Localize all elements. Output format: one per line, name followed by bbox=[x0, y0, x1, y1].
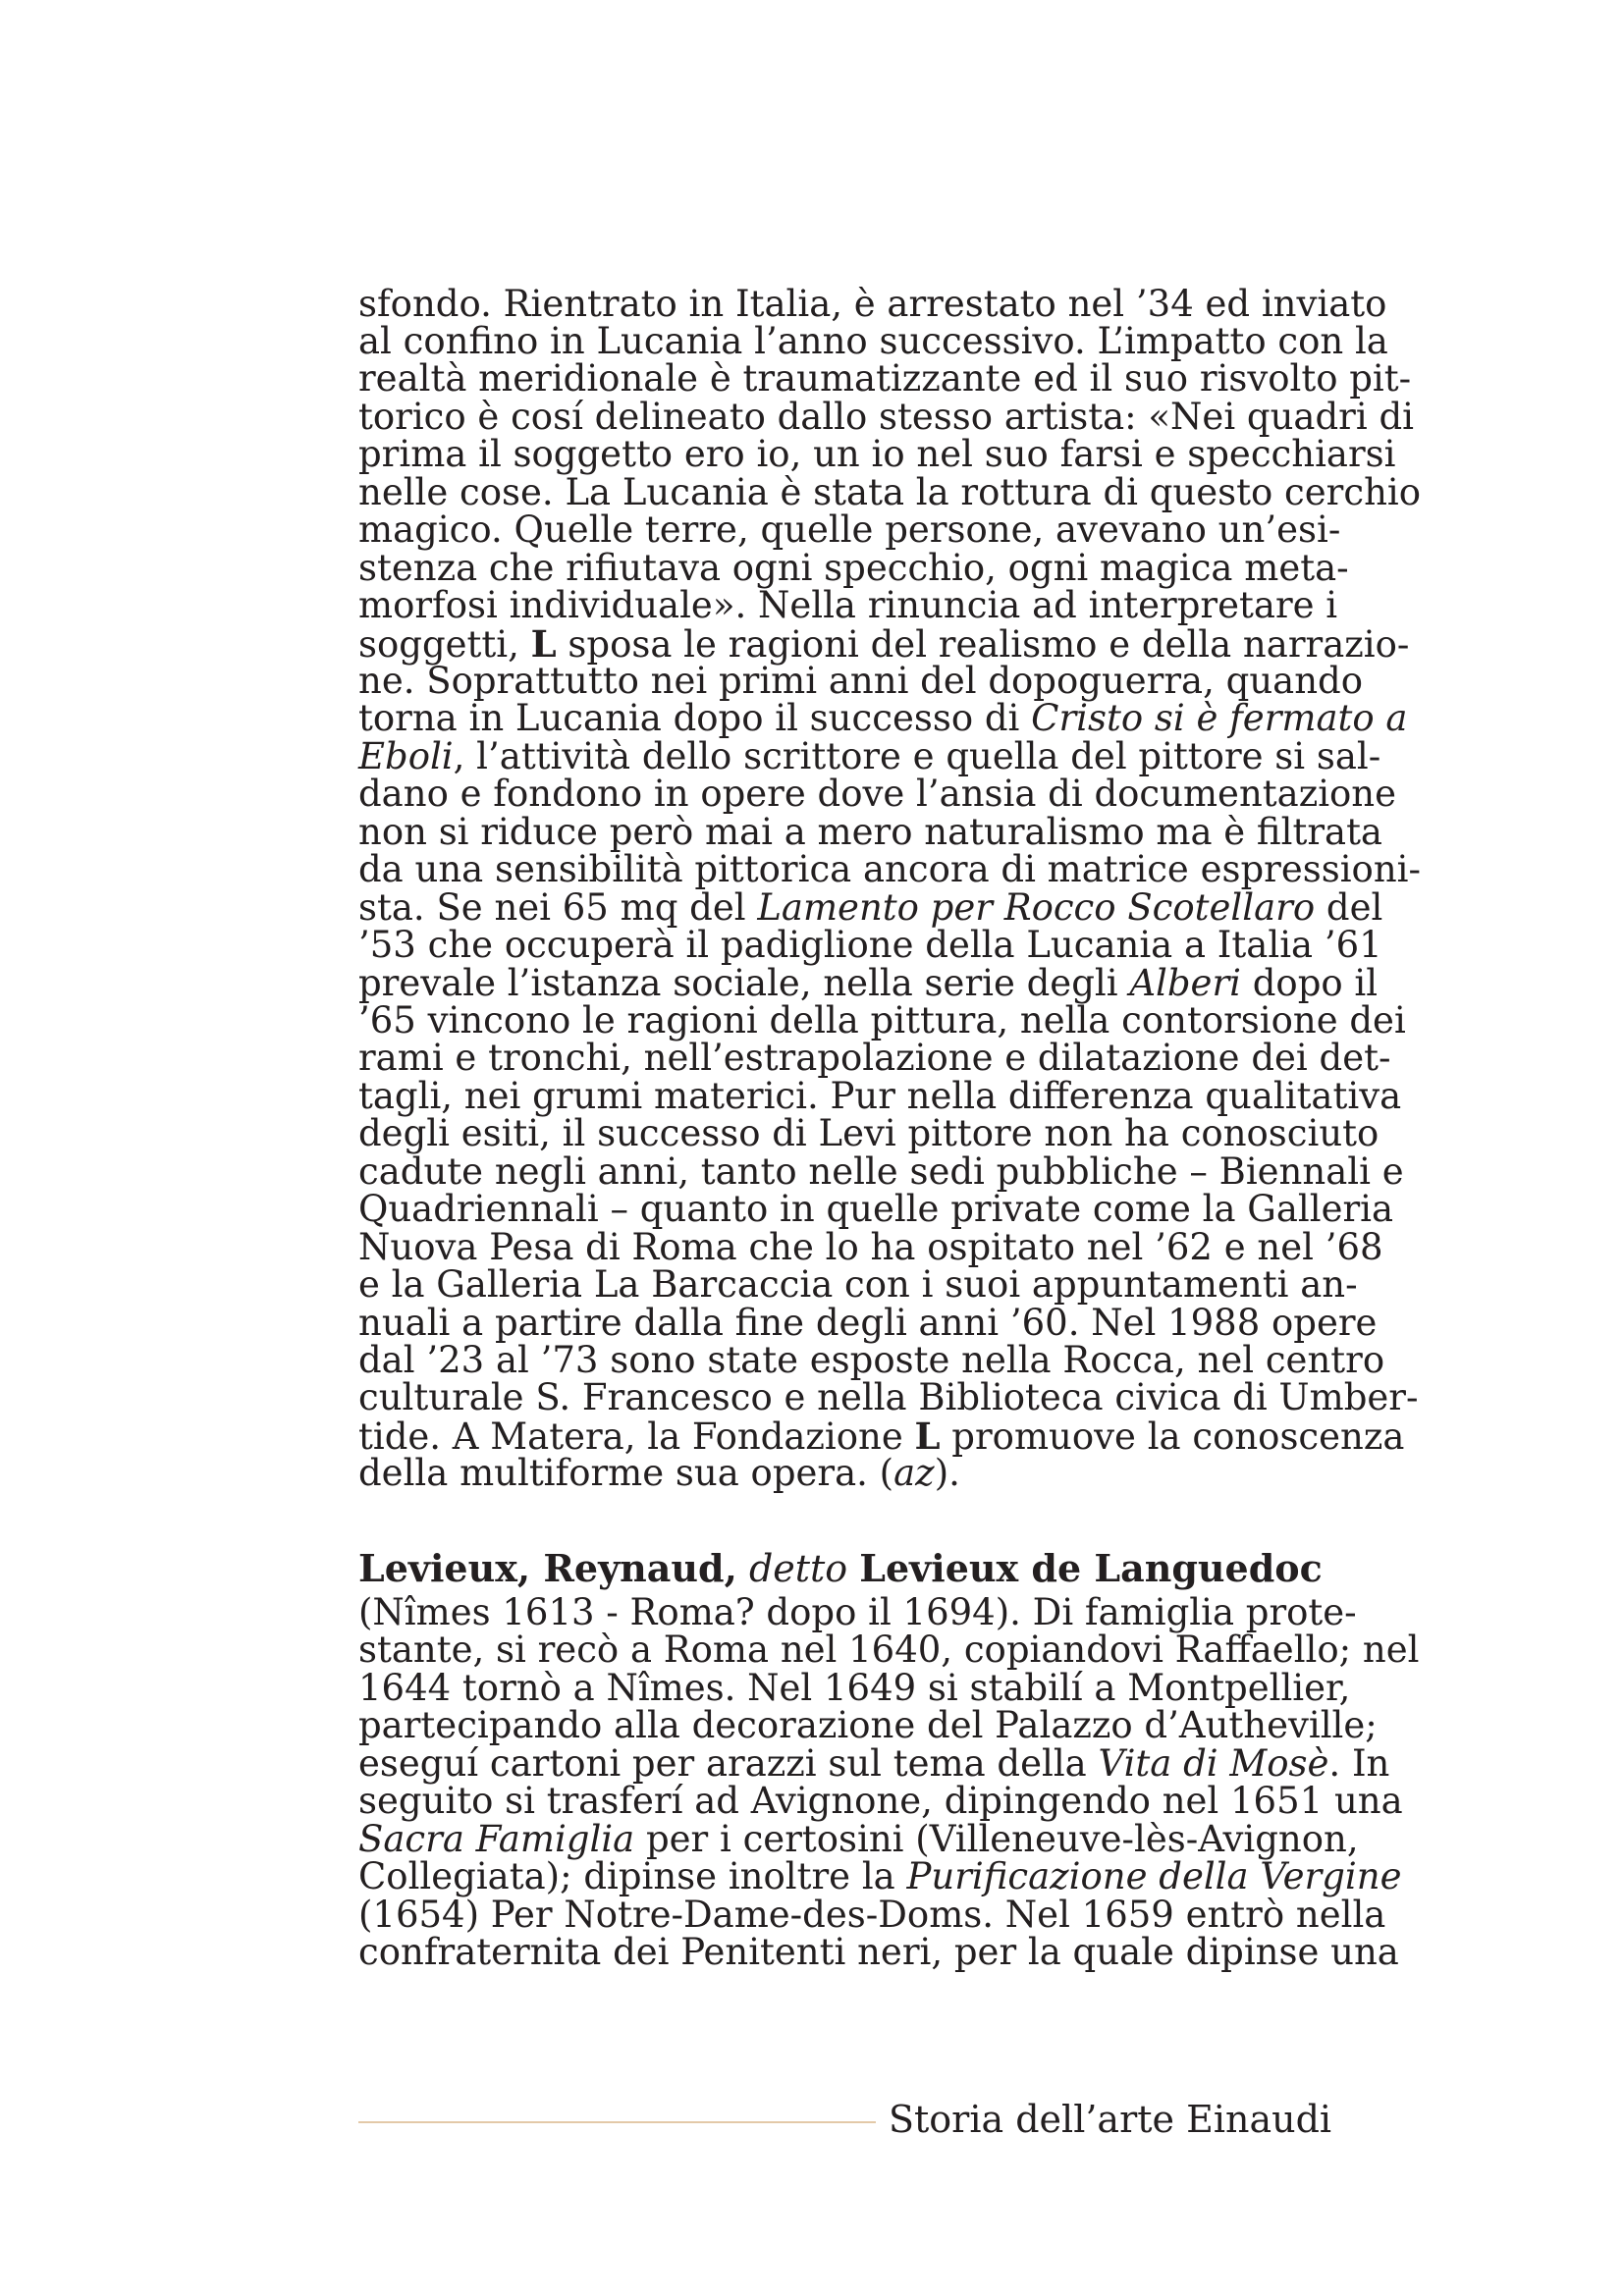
italic-title: Purificazione della Vergine bbox=[906, 1855, 1402, 1897]
text-line: culturale S. Francesco e nella Biblioteca civica di Umber- bbox=[358, 1376, 1419, 1418]
text-line: prevale l’istanza sociale, nella serie degli Alberi dopo il bbox=[358, 962, 1379, 1004]
text-line: magico. Quelle terre, quelle persone, avevano un’esi- bbox=[358, 508, 1341, 551]
text-line: stenza che rifiutava ogni specchio, ogni magica meta- bbox=[358, 547, 1349, 589]
text-line: partecipando alla decorazione del Palazzo d’Autheville; bbox=[358, 1704, 1378, 1746]
text-line: eseguí cartoni per arazzi sul tema della Vita di Mosè. In bbox=[358, 1742, 1390, 1785]
text-line: cadute negli anni, tanto nelle sedi pubbliche – Biennali e bbox=[358, 1150, 1404, 1193]
text-line: Collegiata); dipinse inoltre la Purificazione della Vergine bbox=[358, 1855, 1402, 1897]
text-line: Nuova Pesa di Roma che lo ha ospitato nel ’62 e nel ’68 bbox=[358, 1226, 1383, 1268]
text-line: torico è cosí delineato dallo stesso artista: «Nei quadri di bbox=[358, 396, 1414, 438]
entry-heading: Levieux, Reynaud, detto Levieux de Languedoc bbox=[358, 1546, 1323, 1590]
text-line: nelle cose. La Lucania è stata la rottura di questo cerchio bbox=[358, 471, 1422, 513]
text-line: torna in Lucania dopo il successo di Cristo si è fermato a bbox=[358, 697, 1408, 739]
text-line: morfosi individuale». Nella rinuncia ad interpretare i bbox=[358, 584, 1338, 626]
text-line: seguito si trasferí ad Avignone, dipingendo nel 1651 una bbox=[358, 1780, 1403, 1822]
text-line: realtà meridionale è traumatizzante ed il suo risvolto pit- bbox=[358, 357, 1412, 400]
entry-heading-detto: detto bbox=[748, 1547, 848, 1590]
italic-title: Lamento per Rocco Scotellaro bbox=[757, 886, 1316, 929]
text-line: soggetti, L sposa le ragioni del realismo e della narrazio- bbox=[358, 622, 1410, 666]
text-line: (Nîmes 1613 - Roma? dopo il 1694). Di famiglia prote- bbox=[358, 1591, 1357, 1633]
text-line: rami e tronchi, nell’estrapolazione e dilatazione dei det- bbox=[358, 1037, 1391, 1079]
text-line: dano e fondono in opere dove l’ansia di documentazione bbox=[358, 773, 1397, 815]
italic-title: Cristo si è fermato a bbox=[1031, 697, 1408, 739]
italic-title: Eboli bbox=[358, 735, 454, 777]
bold-initial: L bbox=[530, 622, 557, 666]
text-line: Sacra Famiglia per i certosini (Villeneuve-lès-Avignon, bbox=[358, 1818, 1359, 1860]
text-line: da una sensibilità pittorica ancora di matrice espressioni- bbox=[358, 848, 1421, 890]
text-line: della multiforme sua opera. (az). bbox=[358, 1452, 960, 1494]
text-line: al confino in Lucania l’anno successivo. L’impatto con la bbox=[358, 320, 1388, 362]
text-line: tide. A Matera, la Fondazione L promuove la conoscenza bbox=[358, 1415, 1405, 1458]
italic-title: Alberi bbox=[1129, 962, 1241, 1004]
text-line: tagli, nei grumi materici. Pur nella differenza qualitativa bbox=[358, 1075, 1402, 1117]
text-line: Eboli, l’attività dello scrittore e quella del pittore si sal- bbox=[358, 735, 1381, 777]
text-line: ’53 che occuperà il padiglione della Lucania a Italia ’61 bbox=[358, 924, 1382, 966]
text-line: stante, si recò a Roma nel 1640, copiandovi Raffaello; nel bbox=[358, 1629, 1420, 1671]
text-line: prima il soggetto ero io, un io nel suo farsi e specchiarsi bbox=[358, 433, 1396, 475]
bold-initial: L bbox=[914, 1415, 941, 1458]
text-line: non si riduce però mai a mero naturalismo ma è filtrata bbox=[358, 811, 1382, 853]
text-line: dal ’23 al ’73 sono state esposte nella Rocca, nel centro bbox=[358, 1339, 1385, 1381]
text-line: Quadriennali – quanto in quelle private come la Galleria bbox=[358, 1188, 1394, 1230]
text-line: nuali a partire dalla fine degli anni ’60. Nel 1988 opere bbox=[358, 1302, 1378, 1344]
text-line: 1644 tornò a Nîmes. Nel 1649 si stabilí a Montpellier, bbox=[358, 1667, 1351, 1709]
text-line: confraternita dei Penitenti neri, per la quale dipinse una bbox=[358, 1931, 1399, 1973]
footer-rule bbox=[358, 2121, 876, 2123]
text-line: sfondo. Rientrato in Italia, è arrestato nel ’34 ed inviato bbox=[358, 283, 1387, 325]
text-line: sta. Se nei 65 mq del Lamento per Rocco Scotellaro del bbox=[358, 886, 1383, 929]
italic-title: Vita di Mosè bbox=[1098, 1742, 1329, 1785]
text-line: e la Galleria La Barcaccia con i suoi appuntamenti an- bbox=[358, 1263, 1358, 1306]
text-line: (1654) Per Notre-Dame-des-Doms. Nel 1659 entrò nella bbox=[358, 1894, 1386, 1936]
text-line: ne. Soprattutto nei primi anni del dopoguerra, quando bbox=[358, 660, 1363, 702]
footer-title: Storia dell’arte Einaudi bbox=[889, 2098, 1332, 2141]
text-line: degli esiti, il successo di Levi pittore non ha conosciuto bbox=[358, 1112, 1380, 1154]
author-initials: az bbox=[893, 1452, 935, 1494]
italic-title: Sacra Famiglia bbox=[358, 1818, 635, 1860]
text-line: ’65 vincono le ragioni della pittura, nella contorsione dei bbox=[358, 999, 1406, 1041]
